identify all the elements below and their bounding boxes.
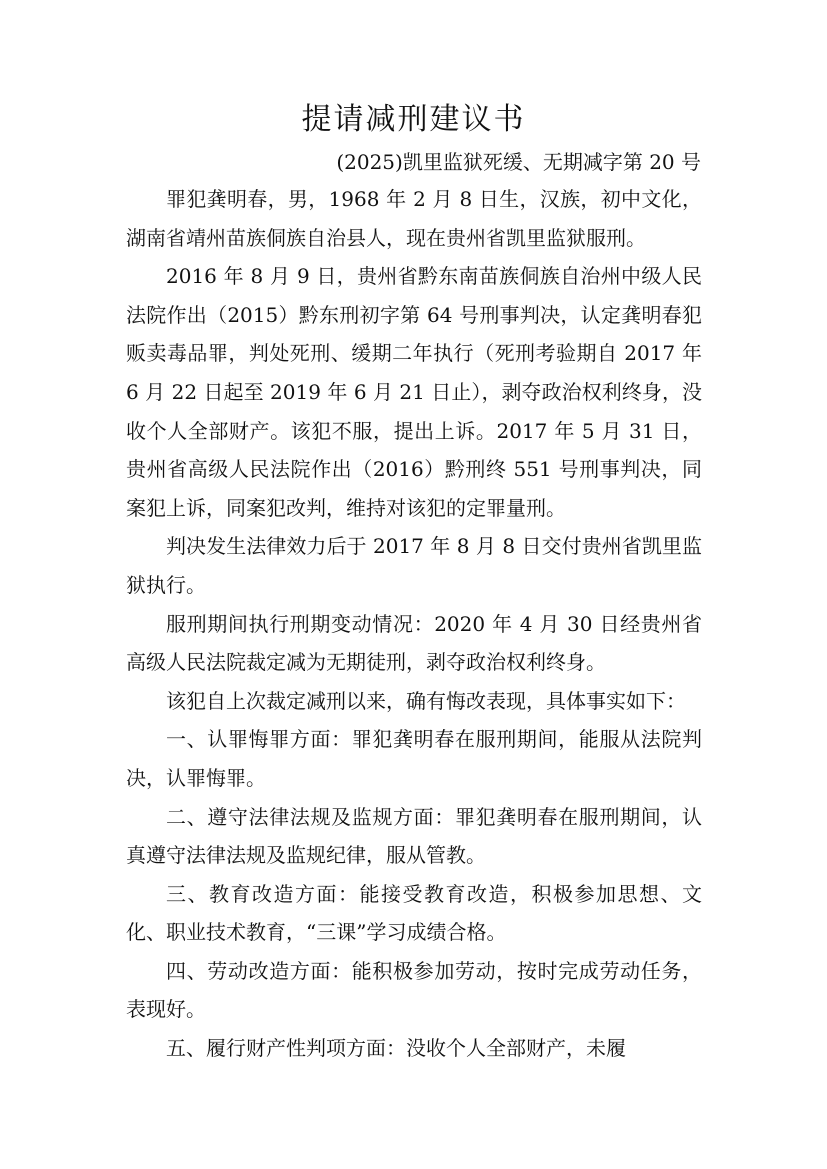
paragraph-judgment: 2016 年 8 月 9 日，贵州省黔东南苗族侗族自治州中级人民法院作出（2015）黔东刑初字第 64 号刑事判决，认定龚明春犯贩卖毒品罪，判处死刑、缓期二年执行（死刑考验期自 2017 年 6 月 22 日起至 2019 年 6 月 21 日止），剥夺政治权利终身，没收个人全部财产。该犯不服，提出上诉。2017 年 5 月 31 日，贵州省高级人民法院作出（2016）黔刑终 551 号刑事判决，同案犯上诉，同案犯改判，维持对该犯的定罪量刑。 [126, 264, 702, 520]
paragraph-education: 三、教育改造方面：能接受教育改造，积极参加思想、文化、职业技术教育，“三课”学习成绩合格。 [126, 881, 702, 945]
paragraph-confession: 一、认罪悔罪方面：罪犯龚明春在服刑期间，能服从法院判决，认罪悔罪。 [126, 727, 702, 790]
document-title: 提请减刑建议书 [301, 102, 526, 137]
paragraph-criminal-info: 罪犯龚明春，男，1968 年 2 月 8 日生，汉族，初中文化，湖南省靖州苗族侗族自治县人，现在贵州省凯里监狱服刑。 [126, 187, 702, 250]
paragraph-law-compliance: 二、遵守法律法规及监规方面：罪犯龚明春在服刑期间，认真遵守法律法规及监规纪律，服从管教。 [126, 804, 702, 868]
paragraph-sentence-change: 服刑期间执行刑期变动情况：2020 年 4 月 30 日经贵州省高级人民法院裁定减为无期徒刑，剥夺政治权利终身。 [126, 611, 702, 675]
paragraph-execution: 判决发生法律效力后于 2017 年 8 月 8 日交付贵州省凯里监狱执行。 [126, 534, 702, 597]
paragraph-repentance-intro: 该犯自上次裁定减刑以来，确有悔改表现，具体事实如下： [166, 688, 686, 713]
paragraph-labor: 四、劳动改造方面：能积极参加劳动，按时完成劳动任务，表现好。 [126, 958, 702, 1022]
document-number: (2025)凯里监狱死缓、无期减字第 20 号 [336, 150, 701, 174]
paragraph-property: 五、履行财产性判项方面：没收个人全部财产，未履 [166, 1036, 626, 1061]
document-body [126, 180, 702, 1068]
